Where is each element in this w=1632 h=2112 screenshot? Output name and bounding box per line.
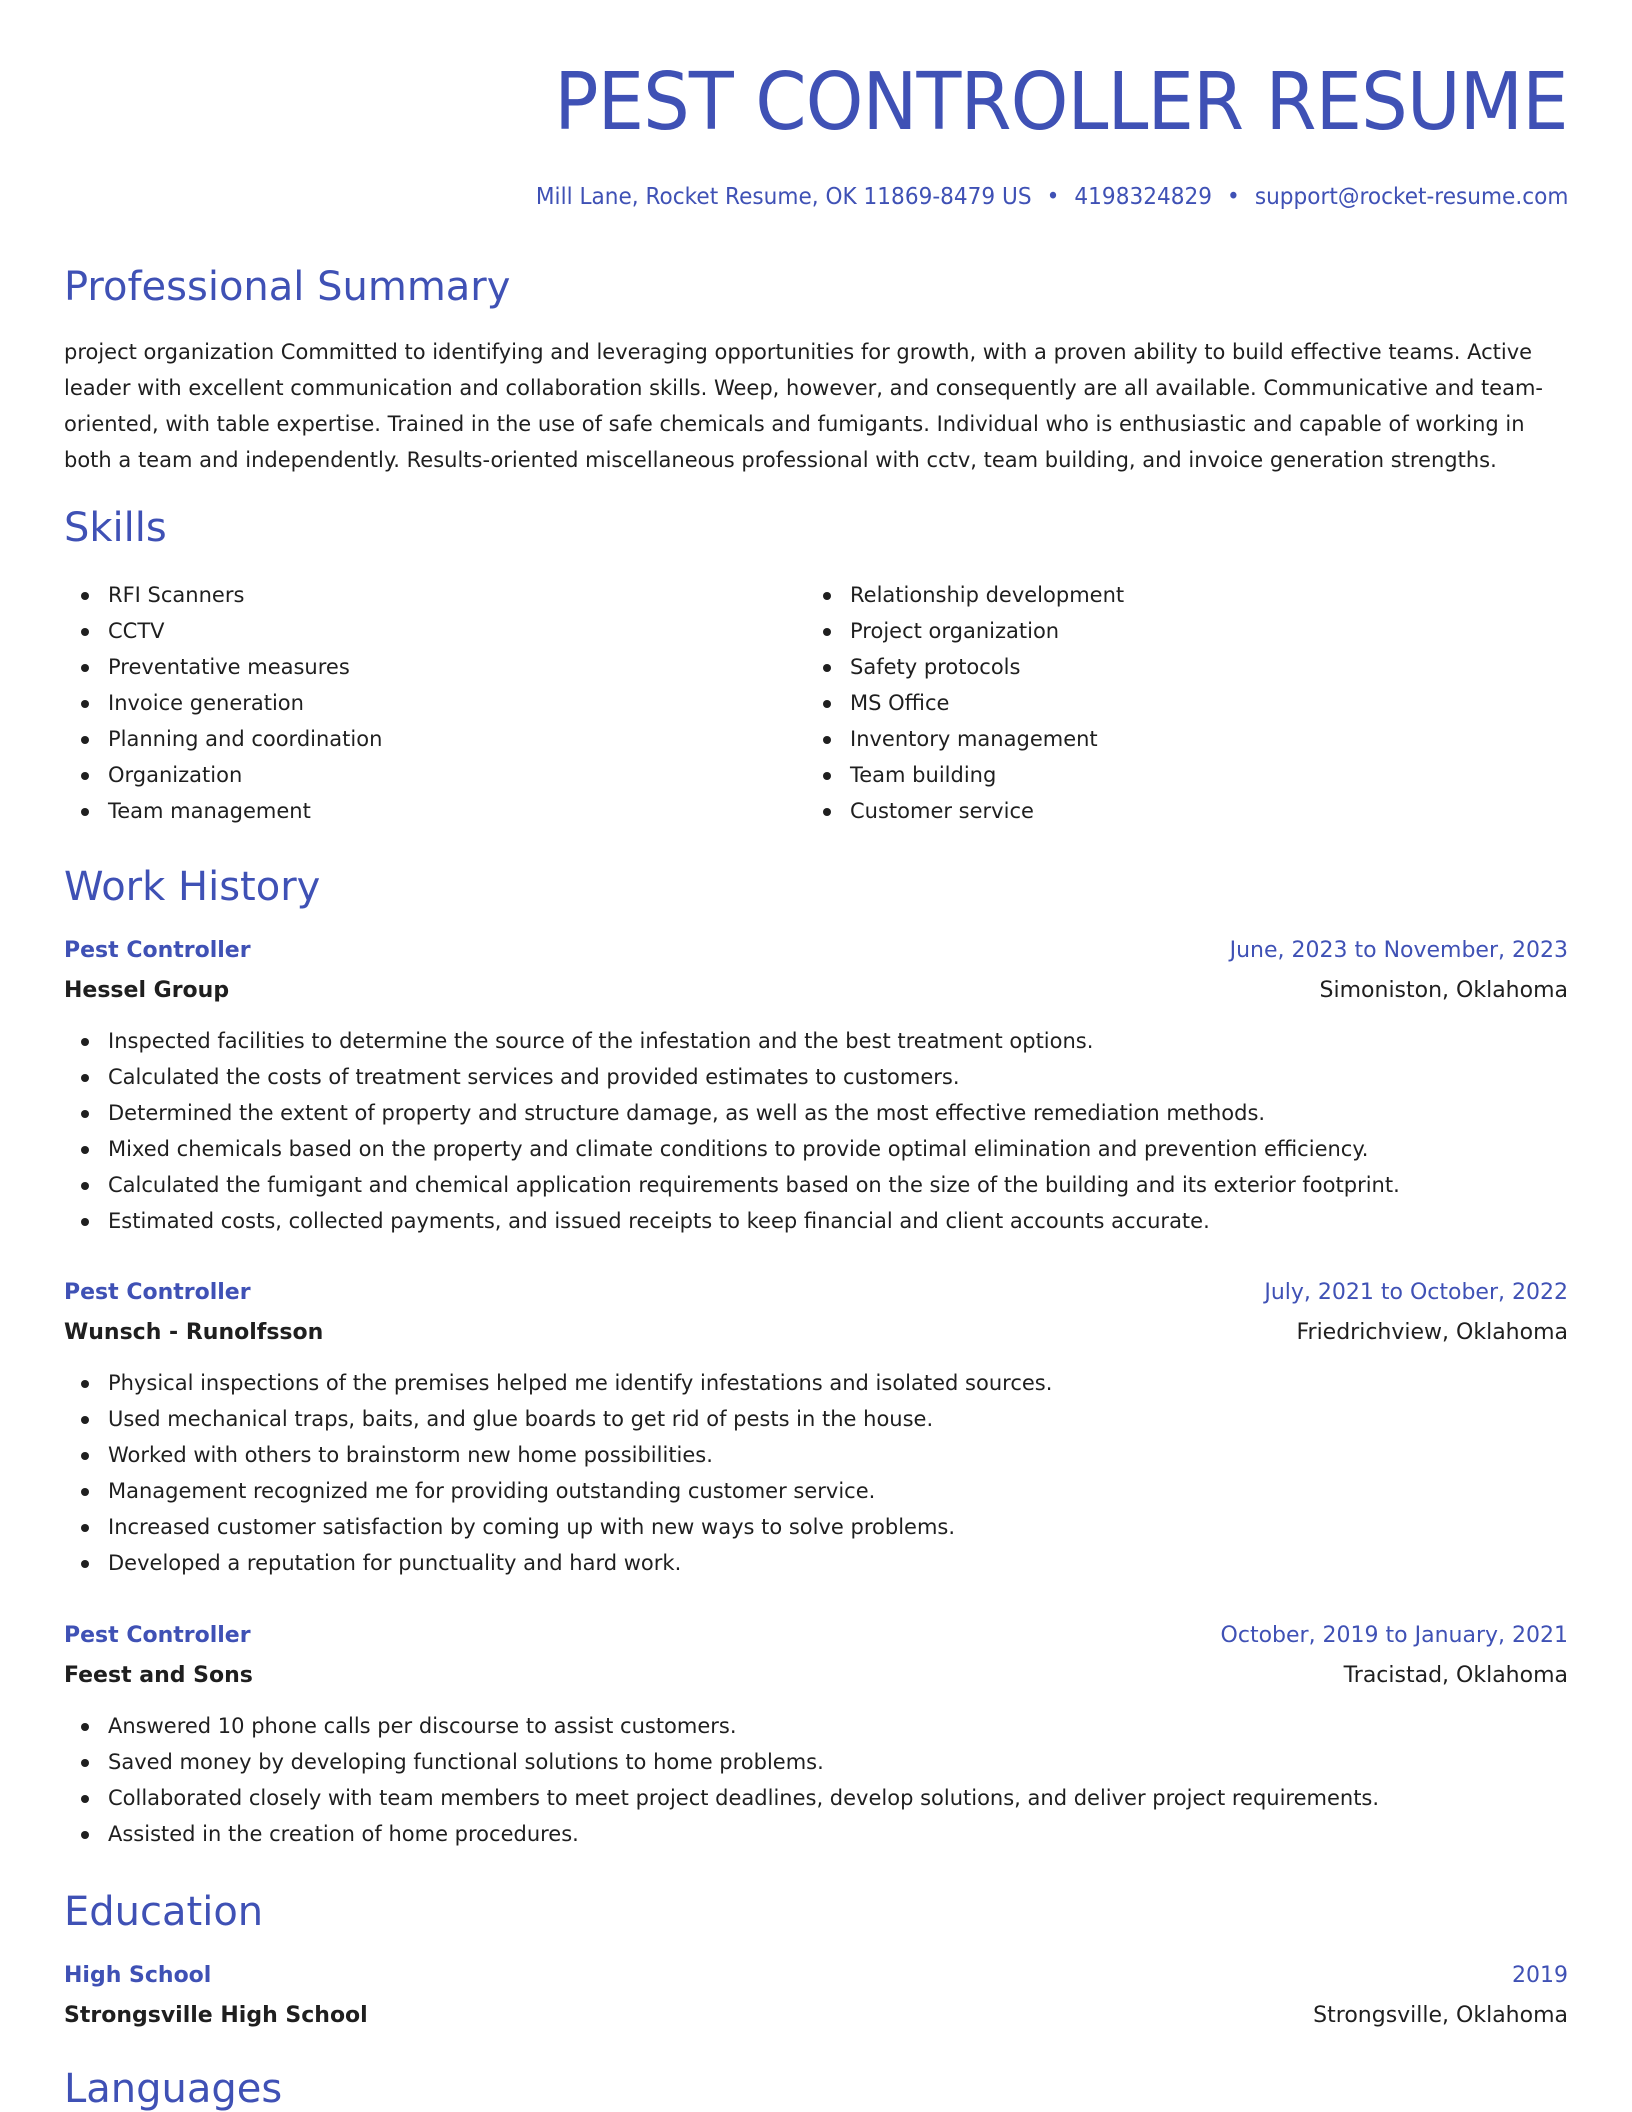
contact-line: [535, 182, 1568, 212]
section-title-skills: Skills: [64, 505, 167, 551]
skills-list: [64, 577, 1568, 829]
contact-address: Mill Lane, Rocket Resume, OK 11869-8479 US: [535, 184, 1032, 210]
job-bullet: Worked with others to brainstorm new home possibilities.: [64, 1437, 1568, 1473]
skills-column-left: [64, 577, 806, 829]
job-entry: [64, 1616, 1568, 1852]
education-school-row: [64, 1996, 1568, 2036]
job-bullet: Physical inspections of the premises helped me identify infestations and isolated sources.: [64, 1365, 1568, 1401]
job-bullet: Developed a reputation for punctuality and hard work.: [64, 1545, 1568, 1581]
job-location: Tracistad, Oklahoma: [1343, 1663, 1568, 1688]
section-title-summary: Professional Summary: [64, 264, 511, 310]
job-bullet: Collaborated closely with team members to meet project deadlines, develop solutions, and deliver project requirements.: [64, 1780, 1568, 1816]
contact-separator: •: [1046, 184, 1059, 210]
job-bullet: Answered 10 phone calls per discourse to assist customers.: [64, 1708, 1568, 1744]
skill-item: Project organization: [806, 613, 1548, 649]
job-company: Feest and Sons: [64, 1663, 253, 1688]
skills-column-right: [806, 577, 1548, 829]
skill-item: MS Office: [806, 685, 1548, 721]
skill-item: Inventory management: [806, 721, 1548, 757]
education-year: 2019: [1512, 1963, 1568, 1988]
job-header-row: [64, 1273, 1568, 1313]
job-dates: June, 2023 to November, 2023: [1229, 938, 1568, 963]
job-company-row: [64, 1313, 1568, 1353]
section-title-languages: Languages: [64, 2066, 283, 2112]
job-bullet: Assisted in the creation of home procedures.: [64, 1816, 1568, 1852]
job-entry: [64, 1273, 1568, 1581]
contact-separator: •: [1226, 184, 1240, 210]
job-bullet: Increased customer satisfaction by coming up with new ways to solve problems.: [64, 1509, 1568, 1545]
section-title-work-history: Work History: [64, 864, 321, 910]
resume-title: PEST CONTROLLER RESUME: [554, 56, 1568, 148]
job-bullet: Management recognized me for providing outstanding customer service.: [64, 1473, 1568, 1509]
job-header-row: [64, 1616, 1568, 1656]
job-title: Pest Controller: [64, 1280, 251, 1305]
summary-text: project organization Committed to identifying and leveraging opportunities for growth, with a proven ability to build effective teams. Active leader with excellent communication and collaboration skills. Weep, however, and consequently are all available. Communicative and team-oriented, with table expertise. Trained in the use of safe chemicals and fumigants. Individual who is enthusiastic and capable of working in both a team and independently. Results-oriented miscellaneous professional with cctv, team building, and invoice generation strengths.: [64, 340, 1544, 472]
education-degree: High School: [64, 1963, 212, 1988]
job-bullets: [64, 1023, 1568, 1239]
skill-item: RFI Scanners: [64, 577, 806, 613]
job-company-row: [64, 1656, 1568, 1696]
job-company: Wunsch - Runolfsson: [64, 1320, 324, 1345]
job-location: Friedrichview, Oklahoma: [1296, 1320, 1568, 1345]
job-dates: October, 2019 to January, 2021: [1220, 1623, 1568, 1648]
job-dates: July, 2021 to October, 2022: [1264, 1280, 1568, 1305]
job-bullets: [64, 1365, 1568, 1581]
skill-item: Planning and coordination: [64, 721, 806, 757]
skill-item: Team building: [806, 757, 1548, 793]
skill-item: Preventative measures: [64, 649, 806, 685]
job-title: Pest Controller: [64, 938, 251, 963]
job-bullet: Calculated the costs of treatment services and provided estimates to customers.: [64, 1059, 1568, 1095]
job-location: Simoniston, Oklahoma: [1319, 978, 1568, 1003]
job-bullets: [64, 1708, 1568, 1852]
contact-phone: 4198324829: [1074, 184, 1212, 210]
education-entry: [64, 1956, 1568, 2036]
job-bullet: Estimated costs, collected payments, and issued receipts to keep financial and client accounts accurate.: [64, 1203, 1568, 1239]
section-title-education: Education: [64, 1889, 264, 1935]
contact-email: support@rocket-resume.com: [1254, 184, 1568, 210]
education-location: Strongsville, Oklahoma: [1313, 2003, 1568, 2028]
job-bullet: Inspected facilities to determine the source of the infestation and the best treatment options.: [64, 1023, 1568, 1059]
education-header-row: [64, 1956, 1568, 1996]
skill-item: Customer service: [806, 793, 1548, 829]
job-company-row: [64, 971, 1568, 1011]
job-bullet: Determined the extent of property and structure damage, as well as the most effective remediation methods.: [64, 1095, 1568, 1131]
job-bullet: Saved money by developing functional solutions to home problems.: [64, 1744, 1568, 1780]
job-bullet: Calculated the fumigant and chemical application requirements based on the size of the building and its exterior footprint.: [64, 1167, 1568, 1203]
skill-item: Team management: [64, 793, 806, 829]
job-title: Pest Controller: [64, 1623, 251, 1648]
education-school: Strongsville High School: [64, 2003, 368, 2028]
job-entry: [64, 931, 1568, 1239]
job-company: Hessel Group: [64, 978, 230, 1003]
skill-item: Invoice generation: [64, 685, 806, 721]
job-bullet: Mixed chemicals based on the property and climate conditions to provide optimal elimination and prevention efficiency.: [64, 1131, 1568, 1167]
skill-item: Relationship development: [806, 577, 1548, 613]
job-header-row: [64, 931, 1568, 971]
skill-item: Organization: [64, 757, 806, 793]
job-bullet: Used mechanical traps, baits, and glue boards to get rid of pests in the house.: [64, 1401, 1568, 1437]
skill-item: CCTV: [64, 613, 806, 649]
skill-item: Safety protocols: [806, 649, 1548, 685]
